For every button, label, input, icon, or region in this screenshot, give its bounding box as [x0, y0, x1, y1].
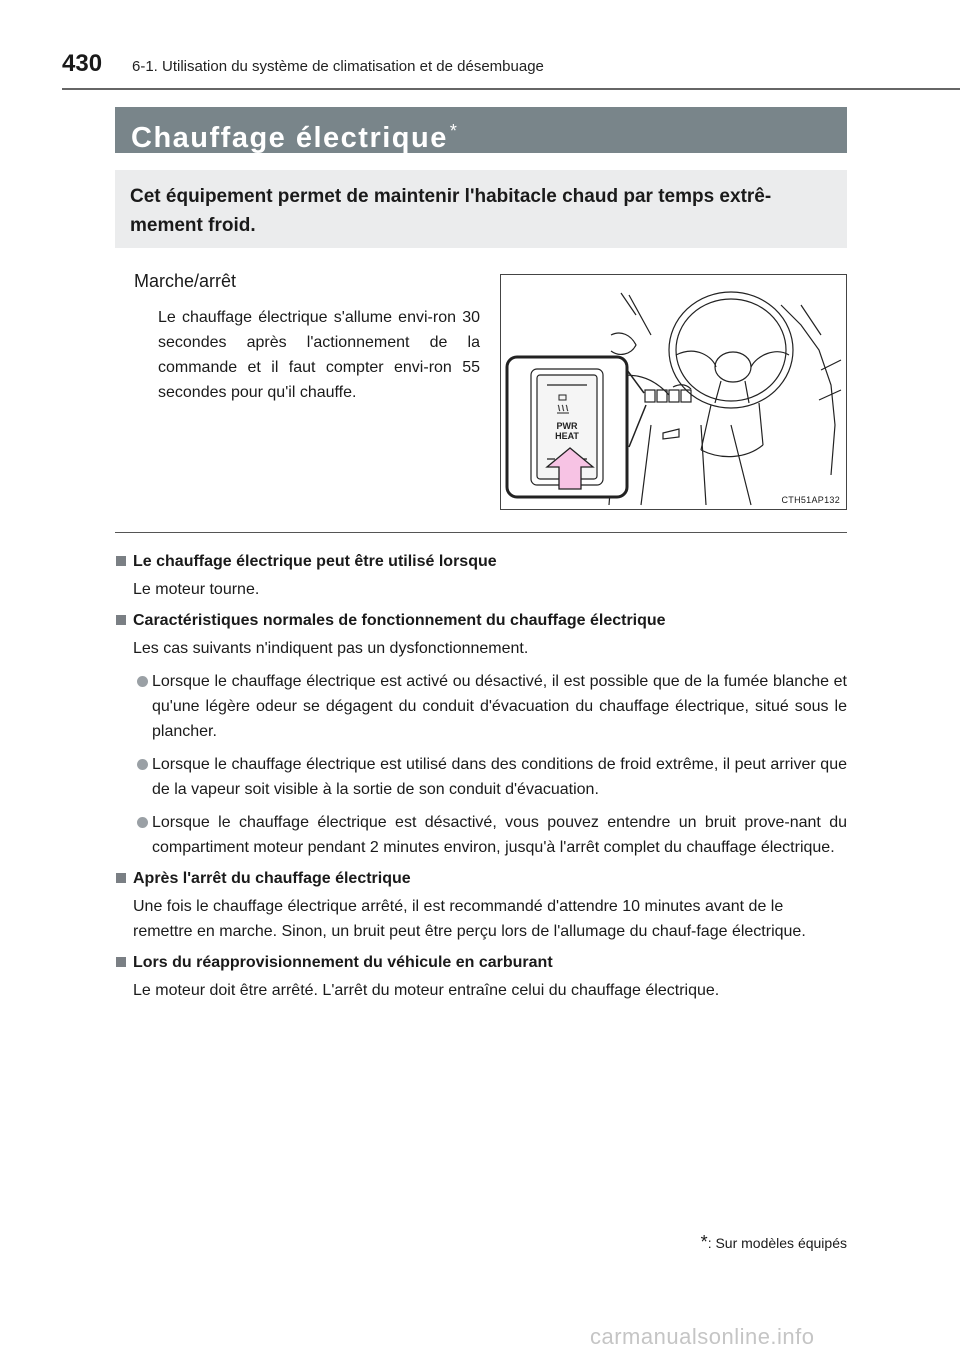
page-header [62, 50, 952, 88]
operation-heading: Marche/arrêt [134, 271, 237, 291]
figure-code: CTH51AP132 [781, 495, 840, 505]
button-label-overlay [501, 275, 846, 509]
list-item [115, 752, 847, 802]
list-item-text: Lorsque le chauffage électrique est utilisé dans des conditions de froid extrême, il peut arriver que de la vapeur soit visible à la sortie de son conduit d'évacuation. [152, 756, 847, 798]
note-title-normal-operation-text: Caractéristiques normales de fonctionnement du chauffage électrique [133, 612, 666, 629]
circle-bullet-icon [137, 676, 148, 687]
section-title [131, 114, 458, 155]
note-text-normal-operation: Les cas suivants n'indiquent pas un dysfonctionnement. [133, 640, 529, 657]
square-bullet-icon [116, 957, 126, 967]
note-title-refuelling [115, 951, 847, 975]
list-item-text: Lorsque le chauffage électrique est désactivé, vous pouvez entendre un bruit prove-nant du compartiment moteur pendant 2 minutes environ, jusqu'à l'arrêt complet du chauffage électrique. [152, 814, 847, 856]
square-bullet-icon [116, 615, 126, 625]
list-item [115, 810, 847, 860]
note-text-usage: Le moteur tourne. [133, 581, 260, 598]
intro-box [115, 170, 847, 248]
notes-section [115, 550, 847, 1003]
note-title-usage-text: Le chauffage électrique peut être utilisé lorsque [133, 553, 497, 570]
button-label-line1: PWR [556, 421, 578, 431]
circle-bullet-icon [137, 817, 148, 828]
circle-bullet-icon [137, 759, 148, 770]
square-bullet-icon [116, 873, 126, 883]
note-text-refuelling: Le moteur doit être arrêté. L'arrêt du moteur entraîne celui du chauffage électrique. [133, 982, 720, 999]
header-divider [62, 88, 960, 90]
dashboard-illustration [500, 274, 847, 510]
chapter-title: 6-1. Utilisation du système de climatisation et de désembuage [132, 58, 544, 75]
note-title-normal-operation [115, 609, 847, 633]
list-item-text: Lorsque le chauffage électrique est activé ou désactivé, il est possible que de la fumée blanche et qu'une légère odeur se dégagent du conduit d'évacuation du chauffage électrique, situé sous le plancher. [152, 673, 847, 740]
footnote [701, 1233, 847, 1252]
button-label-line2: HEAT [555, 431, 579, 441]
page-number: 430 [62, 50, 103, 77]
watermark: carmanualsonline.info [590, 1324, 815, 1349]
title-asterisk: * [449, 121, 459, 141]
note-title-usage [115, 550, 847, 574]
note-title-refuelling-text: Lors du réapprovisionnement du véhicule en carburant [133, 954, 553, 971]
section-divider [115, 532, 847, 533]
operation-description: Le chauffage électrique s'allume envi-ron 30 secondes après l'actionnement de la commande et il faut compter envi-ron 55 secondes pour qu'il chauffe. [158, 309, 480, 401]
section-title-text: Chauffage électrique [131, 122, 448, 154]
intro-text: Cet équipement permet de maintenir l'habitacle chaud par temps extrê-mement froid. [130, 186, 772, 236]
list-item [115, 669, 847, 744]
footnote-text: : Sur modèles équipés [707, 1235, 847, 1251]
square-bullet-icon [116, 556, 126, 566]
footnote-asterisk: * [700, 1232, 708, 1252]
note-title-after-stop-text: Après l'arrêt du chauffage électrique [133, 870, 411, 887]
note-title-after-stop [115, 867, 847, 891]
note-text-after-stop: Une fois le chauffage électrique arrêté, il est recommandé d'attendre 10 minutes avant de le remettre en marche. Sinon, un bruit peut être perçu lors de l'allumage du chauf-fage électrique. [133, 898, 806, 940]
section-title-bar [115, 107, 847, 153]
